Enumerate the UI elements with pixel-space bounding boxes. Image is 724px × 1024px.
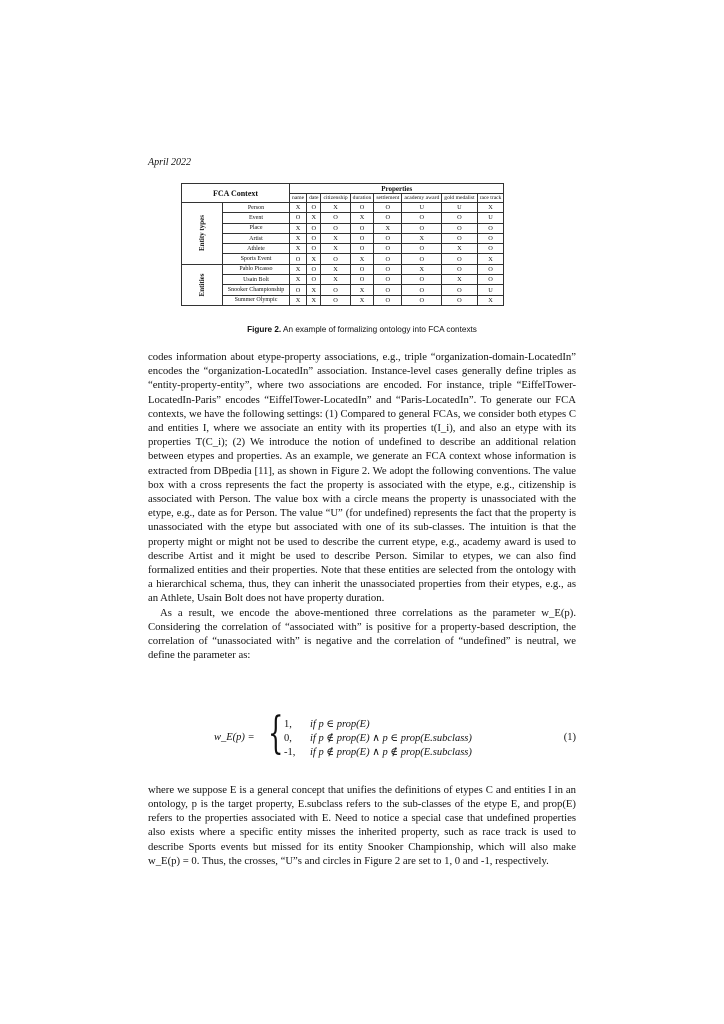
- value-cell: O: [374, 275, 402, 285]
- value-cell: O: [477, 275, 504, 285]
- value-cell: O: [477, 244, 504, 254]
- value-cell: O: [402, 275, 442, 285]
- column-header: duration: [350, 194, 374, 203]
- value-cell: X: [402, 233, 442, 243]
- body-text: [148, 350, 576, 662]
- equation-lhs: w_E(p) =: [214, 732, 255, 743]
- row-label: Artist: [222, 233, 289, 243]
- value-cell: O: [307, 223, 321, 233]
- group-label: Entities: [182, 264, 223, 305]
- column-header: name: [289, 194, 306, 203]
- value-cell: X: [350, 213, 374, 223]
- value-cell: U: [442, 203, 477, 213]
- value-cell: O: [374, 203, 402, 213]
- group-label: Entity types: [182, 203, 223, 265]
- equation-case: -1, if p ∉ prop(E) ∧ p ∉ prop(E.subclass): [284, 747, 472, 758]
- equation-number: (1): [563, 732, 576, 743]
- value-cell: O: [321, 285, 350, 295]
- value-cell: O: [402, 295, 442, 305]
- value-cell: O: [374, 264, 402, 274]
- row-label: Event: [222, 213, 289, 223]
- value-cell: O: [477, 264, 504, 274]
- value-cell: X: [321, 244, 350, 254]
- column-header: academy award: [402, 194, 442, 203]
- value-cell: O: [307, 264, 321, 274]
- value-cell: O: [289, 285, 306, 295]
- table-row: [182, 244, 504, 254]
- value-cell: U: [402, 203, 442, 213]
- table-row: [182, 203, 504, 213]
- value-cell: O: [442, 213, 477, 223]
- value-cell: O: [350, 233, 374, 243]
- row-label: Pablo Picasso: [222, 264, 289, 274]
- value-cell: X: [307, 213, 321, 223]
- value-cell: O: [307, 244, 321, 254]
- properties-label: Properties: [289, 184, 503, 194]
- value-cell: X: [442, 275, 477, 285]
- value-cell: O: [442, 295, 477, 305]
- value-cell: X: [374, 223, 402, 233]
- value-cell: O: [350, 264, 374, 274]
- value-cell: O: [307, 233, 321, 243]
- value-cell: O: [350, 244, 374, 254]
- equation-brace: {: [268, 708, 284, 759]
- column-header: citizenship: [321, 194, 350, 203]
- value-cell: X: [477, 295, 504, 305]
- column-header: settlement: [374, 194, 402, 203]
- value-cell: X: [442, 244, 477, 254]
- value-cell: O: [402, 213, 442, 223]
- value-cell: X: [350, 295, 374, 305]
- value-cell: X: [321, 203, 350, 213]
- value-cell: O: [374, 244, 402, 254]
- value-cell: X: [289, 233, 306, 243]
- row-label: Usain Bolt: [222, 275, 289, 285]
- table-row: [182, 254, 504, 264]
- value-cell: X: [307, 285, 321, 295]
- value-cell: X: [307, 295, 321, 305]
- value-cell: O: [442, 223, 477, 233]
- value-cell: O: [402, 254, 442, 264]
- row-label: Snooker Championship: [222, 285, 289, 295]
- value-cell: O: [477, 223, 504, 233]
- value-cell: X: [321, 264, 350, 274]
- equation-cases: [284, 718, 472, 760]
- paragraph-3: where we suppose E is a general concept that unifies the definitions of etypes C and entities I in an ontology, p is the target property, E.subclass refers to the sub-classes of the etype E, and prop(E) refers to the properties associated with E. Need to notice a special case that undefined properties also exists where a specific entity misses the inherited property, such as race track is used to describe Sports events but missed for its entity Snooker Championship, which will also make w_E(p) = 0. Thus, the crosses, “U”s and circles in Figure 2 are set to 1, 0 and -1, respectively.: [148, 783, 576, 867]
- value-cell: X: [477, 203, 504, 213]
- value-cell: X: [289, 264, 306, 274]
- table-row: [182, 285, 504, 295]
- value-cell: X: [289, 244, 306, 254]
- value-cell: O: [321, 295, 350, 305]
- value-cell: X: [289, 275, 306, 285]
- value-cell: O: [374, 233, 402, 243]
- value-cell: O: [350, 275, 374, 285]
- value-cell: X: [289, 203, 306, 213]
- equation-1: [148, 708, 576, 762]
- fca-context-table: [181, 183, 504, 306]
- row-label: Person: [222, 203, 289, 213]
- value-cell: X: [350, 254, 374, 264]
- body-text-continued: [148, 772, 576, 879]
- caption-text: An example of formalizing ontology into FCA contexts: [283, 325, 477, 334]
- value-cell: O: [374, 213, 402, 223]
- value-cell: O: [321, 213, 350, 223]
- row-label: Summer Olympic: [222, 295, 289, 305]
- table-row: [182, 275, 504, 285]
- running-header: April 2022: [148, 157, 192, 168]
- value-cell: O: [442, 254, 477, 264]
- column-header: date: [307, 194, 321, 203]
- value-cell: X: [321, 233, 350, 243]
- value-cell: X: [402, 264, 442, 274]
- value-cell: O: [374, 285, 402, 295]
- value-cell: O: [350, 203, 374, 213]
- value-cell: U: [477, 285, 504, 295]
- value-cell: O: [442, 264, 477, 274]
- value-cell: X: [350, 285, 374, 295]
- paragraph-1: codes information about etype-property associations, e.g., triple “organization-domain-LocatedIn” encodes the “organization-LocatedIn” association. Instance-level cases generally define triples as “entity-property-entity”, where two associations are encoded. For instance, triple “EiffelTower-LocatedIn-Paris” encodes “EiffelTower-LocatedIn” and “Paris-LocatedIn”. To generate our FCA contexts, we have the following settings: (1) Compared to general FCAs, we consider both etypes C and entities I, where we associate an entity with its properties t(I_i), and also an etype with its properties T(C_i); (2) We introduce the notion of undefined to describe an additional relation between etypes and properties. As an example, we generate an FCA context whose information is extracted from DBpedia [11], as shown in Figure 2. We adopt the following conventions. The value box with a cross represents the fact the property is associated with the etype, e.g., citizenship is associated with Person. The value box with a circle means the property is unassociated with the etype, e.g., date as for Person. The value “U” (for undefined) represents the fact that the property is unassociated with the etype but associated with one of its sub-classes. The intuition is that the property might or might not be used to describe the current etype, e.g., academy award is used to describe Artist and it might be used to describe Person. Similar to etypes, we can also find formalized entities and their properties. Note that these entities are selected from the ontology with a hierarchical schema, thus, they can inherit the unassociated properties from their etypes, e.g., as an Athlete, Usain Bolt does not have property duration.: [148, 351, 576, 605]
- value-cell: U: [477, 213, 504, 223]
- value-cell: O: [321, 223, 350, 233]
- paragraph-2: As a result, we encode the above-mentioned three correlations as the parameter w_E(p). Considering the correlation of “associated with” is positive for a property-based description, the correlation of “unassociated with” is negative and the correlation of “undefined” is neutral, we define the parameter as:: [148, 606, 576, 662]
- value-cell: O: [477, 233, 504, 243]
- value-cell: O: [289, 254, 306, 264]
- value-cell: X: [289, 295, 306, 305]
- value-cell: O: [402, 244, 442, 254]
- fca-context-label: FCA Context: [182, 184, 290, 203]
- value-cell: O: [442, 285, 477, 295]
- value-cell: X: [477, 254, 504, 264]
- figure-caption: [0, 325, 724, 334]
- equation-case: 1, if p ∈ prop(E): [284, 719, 370, 730]
- value-cell: O: [442, 233, 477, 243]
- caption-label: Figure 2.: [247, 325, 282, 334]
- value-cell: X: [321, 275, 350, 285]
- equation-case: 0, if p ∉ prop(E) ∧ p ∈ prop(E.subclass): [284, 733, 472, 744]
- value-cell: O: [350, 223, 374, 233]
- value-cell: O: [307, 275, 321, 285]
- value-cell: X: [289, 223, 306, 233]
- column-header: gold medalist: [442, 194, 477, 203]
- value-cell: X: [307, 254, 321, 264]
- table-row: [182, 233, 504, 243]
- row-label: Athlete: [222, 244, 289, 254]
- value-cell: O: [321, 254, 350, 264]
- row-label: Sports Event: [222, 254, 289, 264]
- value-cell: O: [307, 203, 321, 213]
- table-row: [182, 213, 504, 223]
- value-cell: O: [402, 285, 442, 295]
- table-row: [182, 223, 504, 233]
- value-cell: O: [374, 295, 402, 305]
- table-row: [182, 295, 504, 305]
- figure-2: [181, 183, 504, 306]
- value-cell: O: [374, 254, 402, 264]
- value-cell: O: [402, 223, 442, 233]
- column-header: race track: [477, 194, 504, 203]
- row-label: Place: [222, 223, 289, 233]
- value-cell: O: [289, 213, 306, 223]
- table-row: [182, 264, 504, 274]
